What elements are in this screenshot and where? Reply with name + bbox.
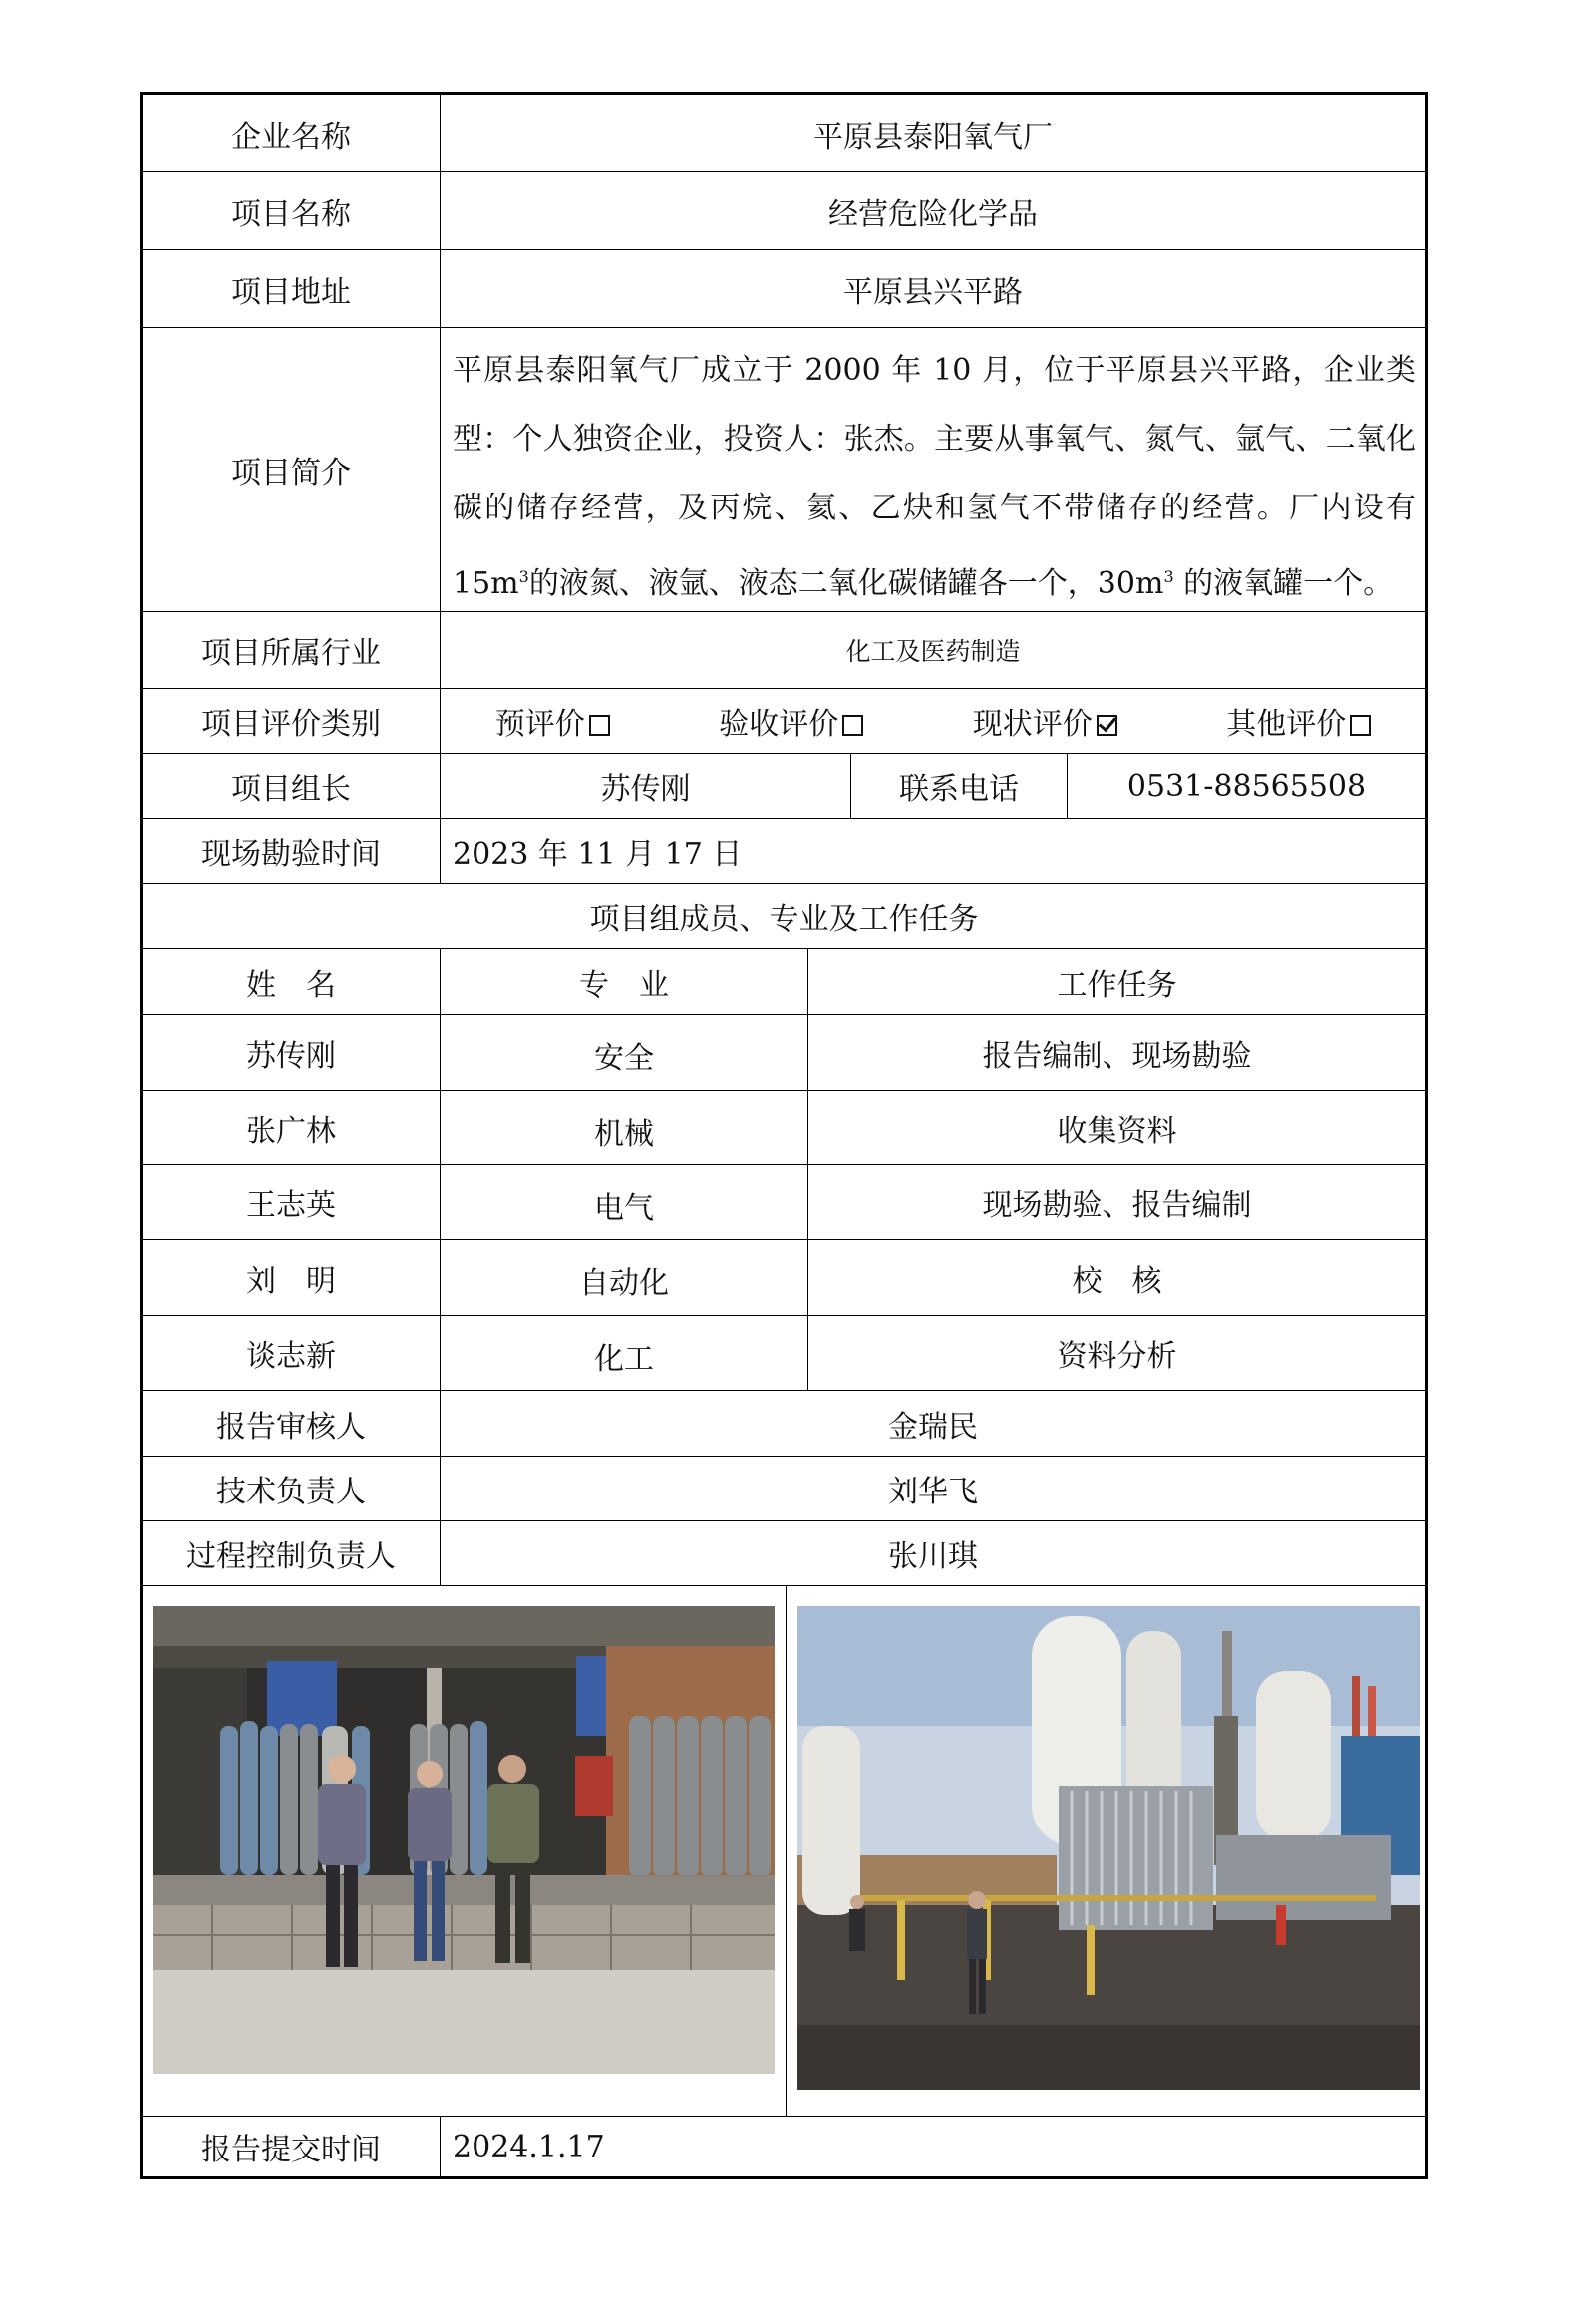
eval-type-label: 项目评价类别 bbox=[143, 689, 441, 753]
project-name-value: 经营危险化学品 bbox=[828, 196, 1038, 232]
reviewer-label: 报告审核人 bbox=[143, 1391, 441, 1456]
member-row bbox=[143, 1240, 1425, 1316]
row-project-name bbox=[143, 172, 1425, 250]
member-row bbox=[143, 1165, 1425, 1240]
address-label: 项目地址 bbox=[143, 250, 441, 327]
submit-label: 报告提交时间 bbox=[143, 2117, 441, 2176]
site-photo-tanks bbox=[797, 1606, 1420, 2090]
member-major: 化工 bbox=[441, 1316, 808, 1390]
eval-option-pre-label: 预评价 bbox=[494, 707, 585, 742]
row-tech bbox=[143, 1457, 1425, 1521]
member-major: 安全 bbox=[441, 1015, 808, 1090]
checkbox-icon[interactable] bbox=[1350, 715, 1371, 736]
tech-value: 刘华飞 bbox=[888, 1475, 978, 1509]
row-industry bbox=[143, 612, 1425, 689]
row-survey bbox=[143, 819, 1425, 884]
intro-part-3: 的液氧罐一个。 bbox=[1173, 566, 1394, 601]
intro-sup-2: 3 bbox=[1163, 567, 1174, 586]
member-name: 王志英 bbox=[143, 1165, 441, 1239]
process-label: 过程控制负责人 bbox=[143, 1521, 441, 1585]
header-task: 工作任务 bbox=[1057, 967, 1177, 1003]
header-major: 专 业 bbox=[441, 949, 808, 1014]
row-members-header bbox=[143, 949, 1425, 1015]
row-intro bbox=[143, 328, 1425, 612]
site-photo-tanks-image bbox=[797, 1606, 1420, 2090]
process-value: 张川琪 bbox=[888, 1539, 978, 1574]
intro-sup-1: 3 bbox=[518, 567, 529, 586]
eval-option-current[interactable] bbox=[973, 699, 1117, 743]
address-value: 平原县兴平路 bbox=[843, 274, 1023, 310]
eval-type-options bbox=[441, 689, 1425, 753]
eval-option-acceptance[interactable] bbox=[719, 699, 863, 743]
reviewer-value: 金瑞民 bbox=[888, 1409, 978, 1445]
row-address bbox=[143, 250, 1425, 328]
eval-option-other[interactable] bbox=[1226, 699, 1371, 743]
member-task: 报告编制、现场勘验 bbox=[982, 1038, 1252, 1074]
row-company bbox=[143, 95, 1425, 172]
member-row bbox=[143, 1316, 1425, 1391]
checkbox-icon[interactable] bbox=[842, 715, 863, 736]
checkbox-checked-icon[interactable] bbox=[1097, 715, 1117, 736]
row-eval-type bbox=[143, 689, 1425, 754]
submit-value: 2024.1.17 bbox=[453, 2129, 605, 2164]
checkbox-icon[interactable] bbox=[589, 715, 610, 736]
header-name: 姓 名 bbox=[143, 949, 441, 1014]
site-photo-staff-image bbox=[153, 1606, 775, 2074]
member-row bbox=[143, 1091, 1425, 1165]
project-name-label: 项目名称 bbox=[143, 172, 441, 249]
member-major: 自动化 bbox=[441, 1240, 808, 1315]
phone-value: 0531-88565508 bbox=[1126, 768, 1367, 804]
eval-option-acceptance-label: 验收评价 bbox=[719, 707, 839, 742]
row-submit bbox=[143, 2117, 1425, 2176]
leader-label: 项目组长 bbox=[143, 754, 441, 818]
eval-option-current-label: 现状评价 bbox=[972, 707, 1093, 742]
member-major: 机械 bbox=[441, 1091, 808, 1164]
eval-option-pre[interactable] bbox=[495, 699, 610, 743]
intro-part-1: 平原县泰阳氧气厂成立于 2000 年 10 月，位于平原县兴平路，企业类型：个人独资企业，投资人：张杰。主要从事氧气、氮气、氩气、二氧化碳的储存经营，及丙烷、氦、乙炔和氢气不带储存的经营。厂内设有 15m bbox=[453, 353, 1416, 601]
company-label: 企业名称 bbox=[143, 95, 441, 171]
intro-label: 项目简介 bbox=[143, 328, 441, 611]
leader-value: 苏传刚 bbox=[441, 754, 851, 818]
row-reviewer bbox=[143, 1391, 1425, 1457]
intro-part-2: 的液氮、液氩、液态二氧化碳储罐各一个，30m bbox=[528, 566, 1164, 601]
row-process bbox=[143, 1521, 1425, 1586]
member-task: 校 核 bbox=[1072, 1263, 1162, 1299]
intro-text bbox=[441, 328, 1425, 611]
member-task: 收集资料 bbox=[1057, 1114, 1177, 1149]
member-task: 资料分析 bbox=[1057, 1339, 1177, 1374]
eval-option-other-label: 其他评价 bbox=[1226, 707, 1347, 742]
survey-value: 2023 年 11 月 17 日 bbox=[453, 836, 743, 872]
member-task: 现场勘验、报告编制 bbox=[982, 1188, 1252, 1223]
industry-value: 化工及医药制造 bbox=[845, 637, 1021, 666]
members-title: 项目组成员、专业及工作任务 bbox=[589, 902, 979, 937]
member-major: 电气 bbox=[441, 1165, 808, 1239]
member-name: 张广林 bbox=[143, 1091, 441, 1164]
industry-label: 项目所属行业 bbox=[143, 612, 441, 688]
survey-label: 现场勘验时间 bbox=[143, 819, 441, 883]
member-row bbox=[143, 1015, 1425, 1091]
site-photo-staff bbox=[153, 1606, 775, 2074]
member-name: 谈志新 bbox=[143, 1316, 441, 1390]
report-info-table bbox=[140, 92, 1428, 2179]
member-name: 刘 明 bbox=[143, 1240, 441, 1315]
company-value: 平原县泰阳氧气厂 bbox=[813, 119, 1053, 155]
row-photos bbox=[143, 1586, 1425, 2117]
row-leader bbox=[143, 754, 1425, 819]
tech-label: 技术负责人 bbox=[143, 1457, 441, 1520]
phone-label: 联系电话 bbox=[851, 754, 1068, 818]
member-name: 苏传刚 bbox=[143, 1015, 441, 1090]
row-members-title bbox=[143, 884, 1425, 949]
